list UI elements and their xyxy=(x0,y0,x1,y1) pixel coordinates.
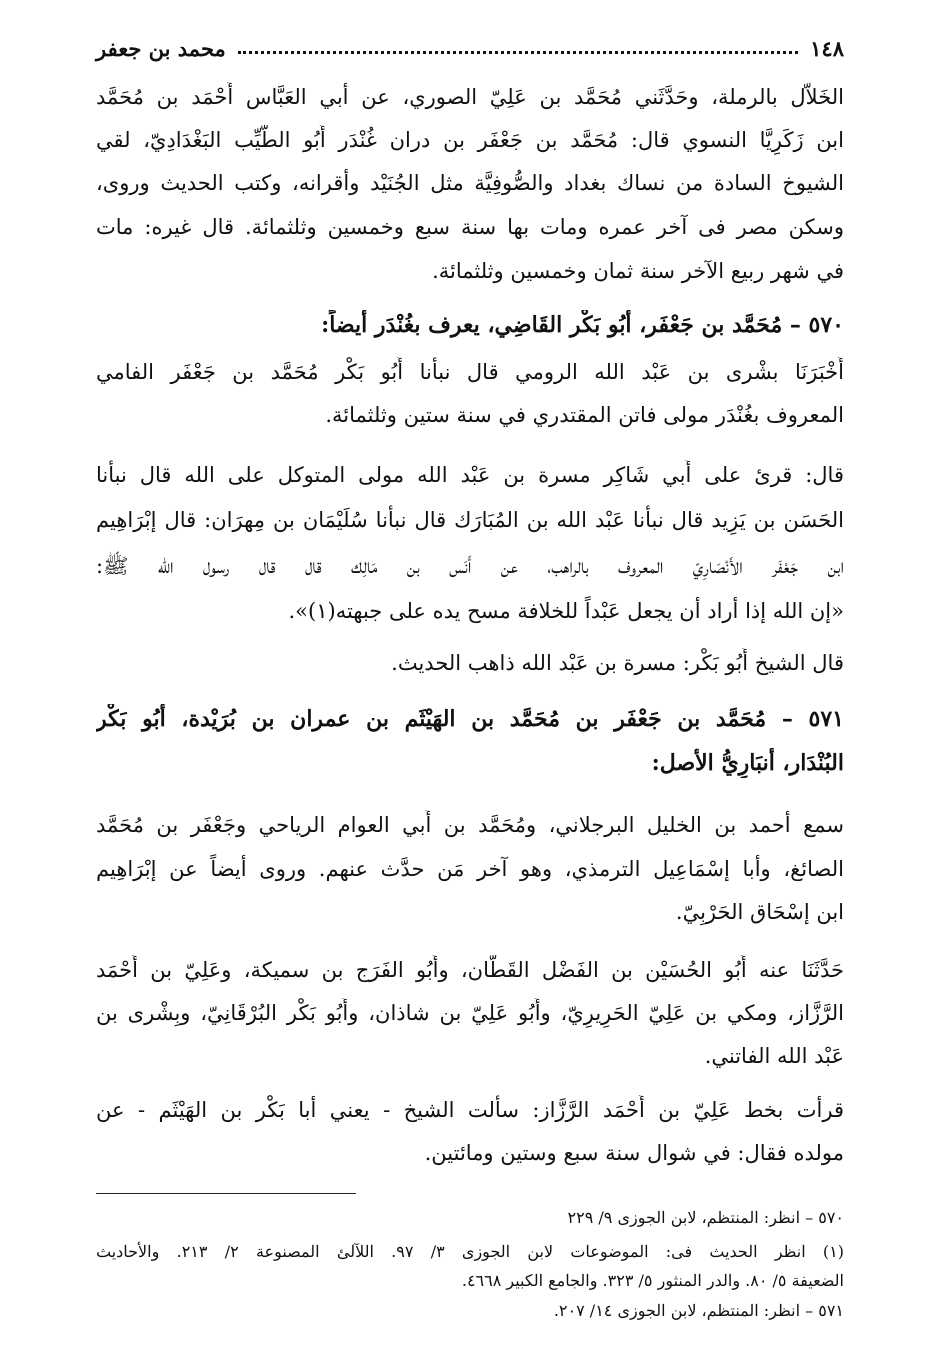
body-line: ابن زَكَرِيَّا النسوي قال: مُحَمَّد بن جَعْفَر بن دران غُنْدَر أَبُو الطَّيِّب البَغْدَادِيّ، لقي xyxy=(96,128,844,152)
body-line: سمع أحمد بن الخليل البرجلاني، ومُحَمَّد بن أَبي العوام الرياحي وجَعْفَر بن مُحَمَّد xyxy=(96,813,844,837)
body-line: الخَلاّل بالرملة، وحَدَّثَني مُحَمَّد بن عَلِيّ الصوري، عن أبي العَبَّاس أَحْمَد بن مُحَمَّد xyxy=(96,85,844,109)
body-line: حَدَّثَنَا عنه أَبُو الحُسَيْن بن الفَضْل القَطَّان، وأَبُو الفَرَج بن سميكة، وعَلِيّ بن أَحْمَد xyxy=(96,958,844,982)
footnote-separator xyxy=(96,1193,356,1194)
body-line: قرأت بخط عَلِيّ بن أَحْمَد الرَّزَّاز: سألت الشيخ - يعني أبا بَكْر بن الهَيْثَم - عن xyxy=(96,1098,844,1122)
body-line: الرَّزَّاز، ومكي بن عَلِيّ الحَرِيرِيّ، وأَبُو عَلِيّ بن شاذان، وأَبُو بَكْر البُرْقَانِيّ، وبِشْرى بن xyxy=(96,1001,844,1025)
page-number: ١٤٨ xyxy=(810,35,844,61)
footnote: (١) انظر الحديث فى: الموضوعات لابن الجوزى ٣/ ٩٧. اللآلئ المصنوعة ٢/ ٢١٣. والأحاديث xyxy=(96,1242,844,1261)
body-line: الحَسَن بن يَزِيد قال نبأنا عَبْد الله بن المُبَارَك قال نبأنا سُلَيْمَان بن مِهرَان: قال إبْرَاهِيم xyxy=(96,508,844,532)
hadith-quote: «إن الله إذا أراد أن يجعل عَبْداً للخلافة مسح يده على جبهته(١)». xyxy=(288,599,844,623)
body-line: وسكن مصر فى آخر عمره ومات بها سنة سبع وخمسين وثلثمائة. قال غيره: مات xyxy=(96,215,844,239)
body-line: المعروف بغُنْدَر مولى فاتن المقتدري في سنة ستين وثلثمائة. xyxy=(325,403,844,427)
entry-heading-571-cont: البُنْدَار، أنبَارِيُّ الأصل: xyxy=(651,750,844,776)
footnote: ٥٧١ – انظر: المنتظم، لابن الجوزى ١٤/ ٢٠٧. xyxy=(553,1301,844,1320)
body-line: عَبْد الله الفاتني. xyxy=(704,1044,844,1068)
body-line: الصائغ، وأبا إسْمَاعِيل الترمذي، وهو آخر مَن حدَّث عنهم. وروى أيضاً عن إبْرَاهِيم xyxy=(96,857,844,881)
body-line: الشيوخ السادة من نساك بغداد والصُّوفِيَّة مثل الجُنَيْد وأقرانه، وكتب الحديث وروى، xyxy=(96,171,844,195)
body-line: ابن جَعْفَر الأَنْصَارِيّ المعروف بالراهب، عن أَنَس بن مَالِك قال قال رسول الله ﷺ: xyxy=(96,554,844,578)
body-line: قال: قرئ على أَبي شَاكِر مسرة بن عَبْد الله مولى المتوكل على الله قال نبأنا xyxy=(96,463,844,487)
body-line: في شهر ربيع الآخر سنة ثمان وخمسين وثلثمائة. xyxy=(432,259,844,283)
body-line: ابن إسْحَاق الحَرْبِيّ. xyxy=(675,900,844,924)
body-line: قال الشيخ أَبُو بَكْر: مسرة بن عَبْد الله ذاهب الحديث. xyxy=(391,651,844,675)
footnote: الضعيفة ٥/ ٨٠. والدر المنثور ٥/ ٣٢٣. والجامع الكبير ٤٦٦٨. xyxy=(461,1271,844,1290)
header-dotted-leader xyxy=(238,37,798,54)
body-line: مولده فقال: في شوال سنة سبع وستين ومائتين. xyxy=(424,1141,844,1165)
body-line: أَخْبَرَنَا بشْرى بن عَبْد الله الرومي قال نبأنا أَبُو بَكْر مُحَمَّد بن جَعْفَر الفامي xyxy=(96,360,844,384)
page-header xyxy=(96,32,844,64)
entry-heading-571: ٥٧١ – مُحَمَّد بن جَعْفَر بن مُحَمَّد بن الهَيْثَم بن عمران بن بُرَيْدة، أَبُو بَكْر xyxy=(96,706,844,732)
footnote: ٥٧٠ – انظر: المنتظم، لابن الجوزى ٩/ ٢٢٩ xyxy=(567,1208,844,1227)
entry-heading-570: ٥٧٠ – مُحَمَّد بن جَعْفَر، أَبُو بَكْر القَاضِي، يعرف بغُنْدَر أيضاً: xyxy=(321,312,844,338)
running-title: محمد بن جعفر xyxy=(96,35,226,61)
